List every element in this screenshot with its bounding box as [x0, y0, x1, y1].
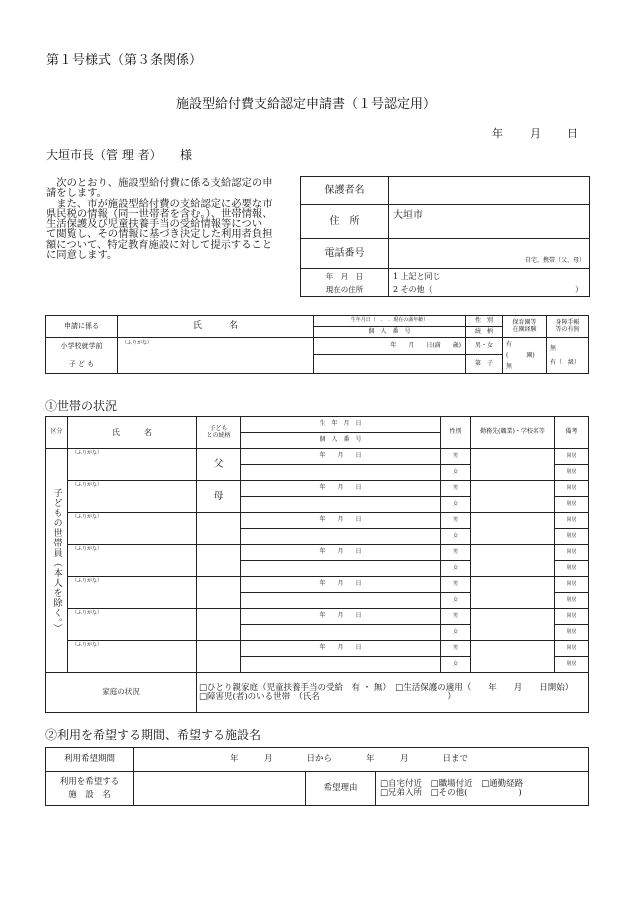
- address-city: 大垣市: [393, 210, 423, 221]
- date-month: 月: [530, 127, 541, 140]
- col-work: 勤務先(職業)・学校名等: [471, 417, 555, 449]
- col-relation-2: との続柄: [206, 431, 231, 439]
- consent-line: また、市が施設型給付費の支給認定に必要な市: [46, 197, 273, 210]
- family-label: 家庭の状況: [46, 673, 197, 713]
- current-address-options[interactable]: [389, 269, 590, 297]
- reason-field[interactable]: [376, 772, 589, 806]
- consent-line: に同意します。: [46, 249, 118, 262]
- member-relation[interactable]: [197, 545, 241, 577]
- member-female[interactable]: 女: [441, 465, 471, 481]
- member-female[interactable]: 女: [441, 497, 471, 513]
- member-id-field[interactable]: [241, 465, 441, 481]
- col-relation-1: 子ども: [209, 424, 228, 432]
- consent-line: 請をします。: [46, 187, 107, 200]
- col-note: 備考: [555, 417, 589, 449]
- member-relation[interactable]: [197, 577, 241, 609]
- child-rel-header: 続 柄: [466, 327, 503, 338]
- col-kubun: 区分: [46, 417, 68, 449]
- member-id-field[interactable]: [241, 625, 441, 641]
- child-rel-field[interactable]: 第 子: [466, 355, 503, 374]
- member-female[interactable]: 女: [441, 657, 471, 673]
- consent-text: [46, 178, 298, 260]
- member-same[interactable]: 同居: [555, 513, 589, 529]
- member-same[interactable]: 同居: [555, 481, 589, 497]
- member-furigana: （ふりがな）: [72, 482, 103, 488]
- member-name-field[interactable]: [68, 449, 197, 481]
- disability-header: [547, 316, 589, 338]
- consent-line: 県民税の情報（同一世帯者を含む。）、世帯情報、: [46, 207, 273, 220]
- col-id: 個 人 番 号: [241, 433, 441, 449]
- child-label-top: 申請に係る: [46, 316, 118, 338]
- current-address-label: [301, 269, 389, 297]
- child-label-mid: 小学校就学前: [46, 338, 118, 355]
- child-name-header: 氏 名: [118, 316, 314, 338]
- family-status[interactable]: [197, 673, 589, 713]
- member-id-field[interactable]: [241, 657, 441, 673]
- member-female[interactable]: 女: [441, 561, 471, 577]
- member-male[interactable]: 男: [441, 545, 471, 561]
- household-row: [46, 545, 589, 561]
- nursery-paren: ( 園): [506, 352, 535, 359]
- member-female[interactable]: 女: [441, 625, 471, 641]
- nursery-header-1: 保育園等: [512, 318, 537, 326]
- member-male[interactable]: 男: [441, 609, 471, 625]
- member-furigana: （ふりがな）: [72, 578, 103, 584]
- date-day: 日: [567, 127, 578, 140]
- member-furigana: （ふりがな）: [72, 610, 103, 616]
- consent-line: 次のとおり、施設型給付費に係る支給認定の申: [46, 177, 273, 189]
- member-same[interactable]: 同居: [555, 545, 589, 561]
- member-name-field[interactable]: [68, 577, 197, 609]
- current-address-text: 現在の住所: [325, 284, 364, 294]
- guardian-address-label: 住 所: [301, 205, 389, 239]
- period-value: 年 月 日から 年 月 日まで: [230, 753, 469, 764]
- guardian-phone-label: 電話番号: [301, 239, 389, 269]
- member-male[interactable]: 男: [441, 641, 471, 657]
- child-furigana: （ふりがな）: [122, 340, 153, 346]
- member-same[interactable]: 同居: [555, 449, 589, 465]
- option-same: 1 上記と同じ: [393, 271, 441, 281]
- household-table: [45, 416, 589, 713]
- period-label: 利用希望期間: [46, 748, 134, 772]
- reason-label: 希望理由: [306, 772, 376, 806]
- phone-note: 自宅、携帯（父、母）: [524, 257, 585, 265]
- member-name-field[interactable]: [68, 481, 197, 513]
- household-row: [46, 481, 589, 497]
- guardian-name-field[interactable]: [389, 177, 590, 205]
- guardian-address-field[interactable]: [389, 205, 590, 239]
- form-number: 第１号様式（第３条関係）: [46, 53, 203, 68]
- member-birth-field[interactable]: 年 月 日: [241, 609, 441, 625]
- addressee-mayor: 大垣市長（管 理 者）: [46, 148, 162, 162]
- member-birth-field[interactable]: 年 月 日: [241, 481, 441, 497]
- member-work-field[interactable]: [471, 481, 555, 513]
- member-furigana: （ふりがな）: [72, 546, 103, 552]
- child-birth-field[interactable]: 年 月 日(満 歳): [314, 338, 466, 355]
- consent-line: 生活保護及び児童扶養手当の受給情報等につい: [46, 218, 263, 231]
- member-work-field[interactable]: [471, 641, 555, 673]
- guardian-phone-field[interactable]: [389, 239, 590, 269]
- guardian-table: [300, 176, 590, 297]
- household-vertical-label: [46, 449, 68, 673]
- facility-field[interactable]: [134, 772, 306, 806]
- member-work-field[interactable]: [471, 577, 555, 609]
- col-name: 氏 名: [68, 417, 197, 449]
- child-table: [45, 315, 589, 374]
- nursery-no: 無: [506, 363, 513, 370]
- household-row: [46, 609, 589, 625]
- child-id-header: 個 人 番 号: [314, 327, 466, 338]
- option-other: 2 その他（: [393, 284, 433, 294]
- member-birth-field[interactable]: 年 月 日: [241, 545, 441, 561]
- form-title: 施設型給付費支給認定申請書（１号認定用）: [176, 97, 437, 112]
- member-relation[interactable]: [197, 641, 241, 673]
- disability-field[interactable]: [547, 338, 589, 374]
- member-male[interactable]: 男: [441, 481, 471, 497]
- disability-yes: 有（ 級）: [550, 358, 581, 366]
- child-label-bottom: 子 ど も: [46, 355, 118, 374]
- facility-label: [46, 772, 134, 806]
- disability-header-1: 身障手帳: [555, 318, 580, 326]
- period-field[interactable]: [134, 748, 589, 772]
- date-year: 年: [492, 127, 503, 140]
- child-sex-header: 性 別: [466, 316, 503, 327]
- member-relation[interactable]: [197, 609, 241, 641]
- member-relation[interactable]: 母: [197, 481, 241, 513]
- facility-label-1: 利用を希望する: [59, 776, 120, 787]
- member-name-field[interactable]: [68, 641, 197, 673]
- section1-heading: ①世帯の状況: [45, 399, 118, 413]
- member-work-field[interactable]: [471, 449, 555, 481]
- member-furigana: （ふりがな）: [72, 514, 103, 520]
- col-sex: 性別: [441, 417, 471, 449]
- member-relation[interactable]: 父: [197, 449, 241, 481]
- household-row: [46, 641, 589, 657]
- member-name-field[interactable]: [68, 609, 197, 641]
- reason-line-1: □自宅付近 □職場付近 □通勤経路: [380, 779, 524, 789]
- member-name-field[interactable]: [68, 513, 197, 545]
- member-male[interactable]: 男: [441, 577, 471, 593]
- child-sex-field[interactable]: 男・女: [466, 338, 503, 355]
- member-name-field[interactable]: [68, 545, 197, 577]
- disability-header-2: 等の有無: [555, 325, 580, 333]
- member-id-field[interactable]: [241, 593, 441, 609]
- member-birth-field[interactable]: 年 月 日: [241, 641, 441, 657]
- member-birth-field[interactable]: 年 月 日: [241, 577, 441, 593]
- member-work-field[interactable]: [471, 545, 555, 577]
- member-separate[interactable]: 別居: [555, 625, 589, 641]
- member-birth-field[interactable]: 年 月 日: [241, 513, 441, 529]
- household-row: [46, 577, 589, 593]
- household-row: [46, 513, 589, 529]
- member-work-field[interactable]: [471, 609, 555, 641]
- member-separate[interactable]: 別居: [555, 657, 589, 673]
- member-same[interactable]: 同居: [555, 609, 589, 625]
- facility-label-2: 施 設 名: [68, 789, 111, 800]
- member-female[interactable]: 女: [441, 593, 471, 609]
- addressee-sama: 様: [180, 148, 193, 162]
- family-line-1: □ひとり親家庭（児童扶養手当の受給 有 ・ 無） □生活保護の適用（ 年 月 日開始）: [199, 683, 574, 693]
- member-separate[interactable]: 別居: [555, 497, 589, 513]
- nursery-header-2: 在園経験: [512, 325, 537, 333]
- member-separate[interactable]: 別居: [555, 529, 589, 545]
- member-work-field[interactable]: [471, 513, 555, 545]
- member-same[interactable]: 同居: [555, 641, 589, 657]
- col-birth: 生 年 月 日: [241, 417, 441, 433]
- vertical-label-text: 子どもの世帯員（本人を除く。）: [51, 487, 62, 634]
- consent-line: て閲覧し、その情報に基づき決定した利用者負担: [46, 228, 273, 241]
- member-id-field[interactable]: [241, 497, 441, 513]
- member-separate[interactable]: 別居: [555, 465, 589, 481]
- col-relation: [197, 417, 241, 449]
- nursery-field[interactable]: [503, 338, 547, 374]
- member-id-field[interactable]: [241, 529, 441, 545]
- reason-line-2: □兄弟入所 □その他( ): [380, 787, 522, 798]
- member-separate[interactable]: 別居: [555, 561, 589, 577]
- member-furigana: （ふりがな）: [72, 450, 103, 456]
- member-id-field[interactable]: [241, 561, 441, 577]
- member-separate[interactable]: 別居: [555, 593, 589, 609]
- child-name-field[interactable]: [118, 338, 314, 374]
- current-address-date: 年 月 日: [325, 271, 364, 281]
- member-same[interactable]: 同居: [555, 577, 589, 593]
- family-line-2: □障害児(者)のいる世帯 （氏名 ）: [199, 691, 456, 702]
- member-male[interactable]: 男: [441, 449, 471, 465]
- child-birth-header: 生年月日（ ． ．現在の満年齢）: [314, 316, 466, 327]
- member-male[interactable]: 男: [441, 513, 471, 529]
- guardian-name-label: 保護者名: [301, 177, 389, 205]
- member-birth-field[interactable]: 年 月 日: [241, 449, 441, 465]
- facility-table: [45, 747, 589, 806]
- household-row: [46, 449, 589, 465]
- nursery-header: [503, 316, 547, 338]
- disability-no: 無: [550, 344, 557, 352]
- nursery-yes: 有: [506, 341, 513, 348]
- consent-line: 額について、特定教育施設に対して提示すること: [46, 238, 273, 251]
- member-furigana: （ふりがな）: [72, 642, 103, 648]
- member-relation[interactable]: [197, 513, 241, 545]
- option-other-close: ）: [575, 284, 583, 294]
- member-female[interactable]: 女: [441, 529, 471, 545]
- section2-heading: ②利用を希望する期間、希望する施設名: [45, 728, 262, 742]
- child-id-field[interactable]: [314, 355, 466, 374]
